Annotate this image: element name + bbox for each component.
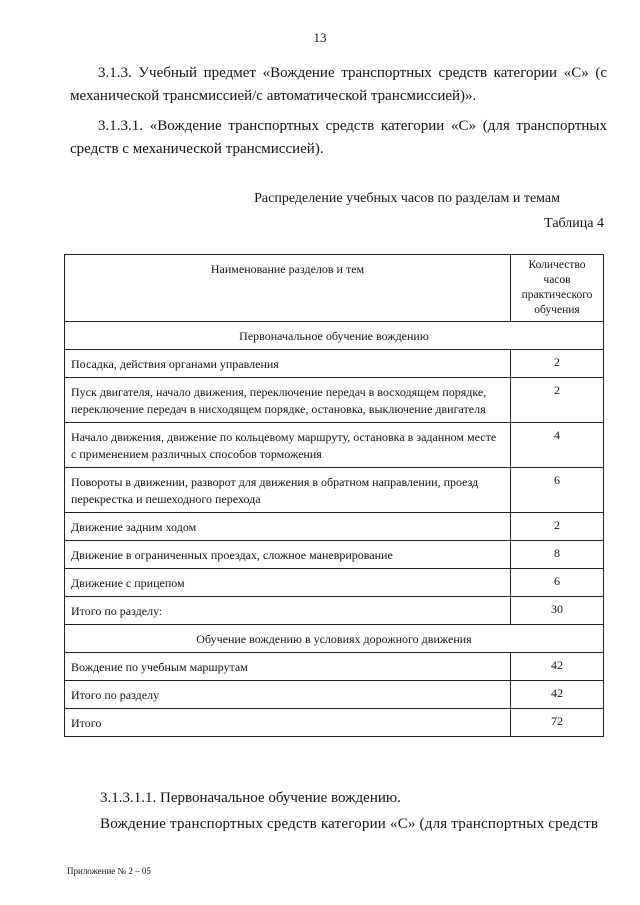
row-name: Итого bbox=[65, 709, 511, 737]
row-name: Движение в ограниченных проездах, сложное маневрирование bbox=[65, 541, 511, 569]
section-row bbox=[65, 322, 604, 350]
row-hours: 30 bbox=[511, 597, 604, 625]
table-row bbox=[65, 653, 604, 681]
table-row bbox=[65, 513, 604, 541]
hours-table bbox=[64, 254, 604, 737]
table-label: Таблица 4 bbox=[544, 216, 604, 231]
subtotal-row bbox=[65, 597, 604, 625]
section-title: Первоначальное обучение вождению bbox=[65, 322, 604, 350]
paragraph-subject: 3.1.3. Учебный предмет «Вождение транспортных средств категории «С» (с механической трансмиссией/с автоматической трансмиссией)». bbox=[70, 65, 607, 104]
row-hours: 6 bbox=[511, 569, 604, 597]
section-row bbox=[65, 625, 604, 653]
row-hours: 8 bbox=[511, 541, 604, 569]
table-row bbox=[65, 423, 604, 468]
total-row bbox=[65, 709, 604, 737]
footer-note: Приложение № 2 – 05 bbox=[67, 866, 151, 876]
subtotal-row bbox=[65, 681, 604, 709]
row-hours: 6 bbox=[511, 468, 604, 513]
row-name: Движение задним ходом bbox=[65, 513, 511, 541]
row-name: Движение с прицепом bbox=[65, 569, 511, 597]
row-hours: 2 bbox=[511, 513, 604, 541]
row-hours: 72 bbox=[511, 709, 604, 737]
table-header-row bbox=[65, 255, 604, 322]
paragraph-section-heading: 3.1.3.1.1. Первоначальное обучение вождению. bbox=[100, 790, 401, 806]
header-hours: Количество часов практического обучения bbox=[511, 255, 604, 322]
paragraph-body: Вождение транспортных средств категории «С» (для транспортных средств bbox=[100, 816, 599, 832]
table-row bbox=[65, 378, 604, 423]
row-name: Вождение по учебным маршрутам bbox=[65, 653, 511, 681]
table-row bbox=[65, 468, 604, 513]
row-name: Повороты в движении, разворот для движения в обратном направлении, проезд перекрестка и пешеходного перехода bbox=[65, 468, 511, 513]
table-row bbox=[65, 541, 604, 569]
row-hours: 42 bbox=[511, 681, 604, 709]
row-name: Начало движения, движение по кольцевому маршруту, остановка в заданном месте с применением различных способов торможения bbox=[65, 423, 511, 468]
page-number: 13 bbox=[313, 30, 327, 45]
row-name: Посадка, действия органами управления bbox=[65, 350, 511, 378]
table-title: Распределение учебных часов по разделам и темам bbox=[254, 191, 560, 206]
section-title: Обучение вождению в условиях дорожного движения bbox=[65, 625, 604, 653]
row-hours: 4 bbox=[511, 423, 604, 468]
row-hours: 2 bbox=[511, 350, 604, 378]
row-name: Итого по разделу bbox=[65, 681, 511, 709]
table-row bbox=[65, 350, 604, 378]
header-name: Наименование разделов и тем bbox=[65, 255, 511, 322]
row-hours: 2 bbox=[511, 378, 604, 423]
table-row bbox=[65, 569, 604, 597]
row-hours: 42 bbox=[511, 653, 604, 681]
row-name: Итого по разделу: bbox=[65, 597, 511, 625]
row-name: Пуск двигателя, начало движения, переключение передач в восходящем порядке, переключение передач в нисходящем порядке, остановка, выключение двигателя bbox=[65, 378, 511, 423]
paragraph-subsection: 3.1.3.1. «Вождение транспортных средств категории «С» (для транспортных средств с механической трансмиссией). bbox=[70, 118, 607, 157]
